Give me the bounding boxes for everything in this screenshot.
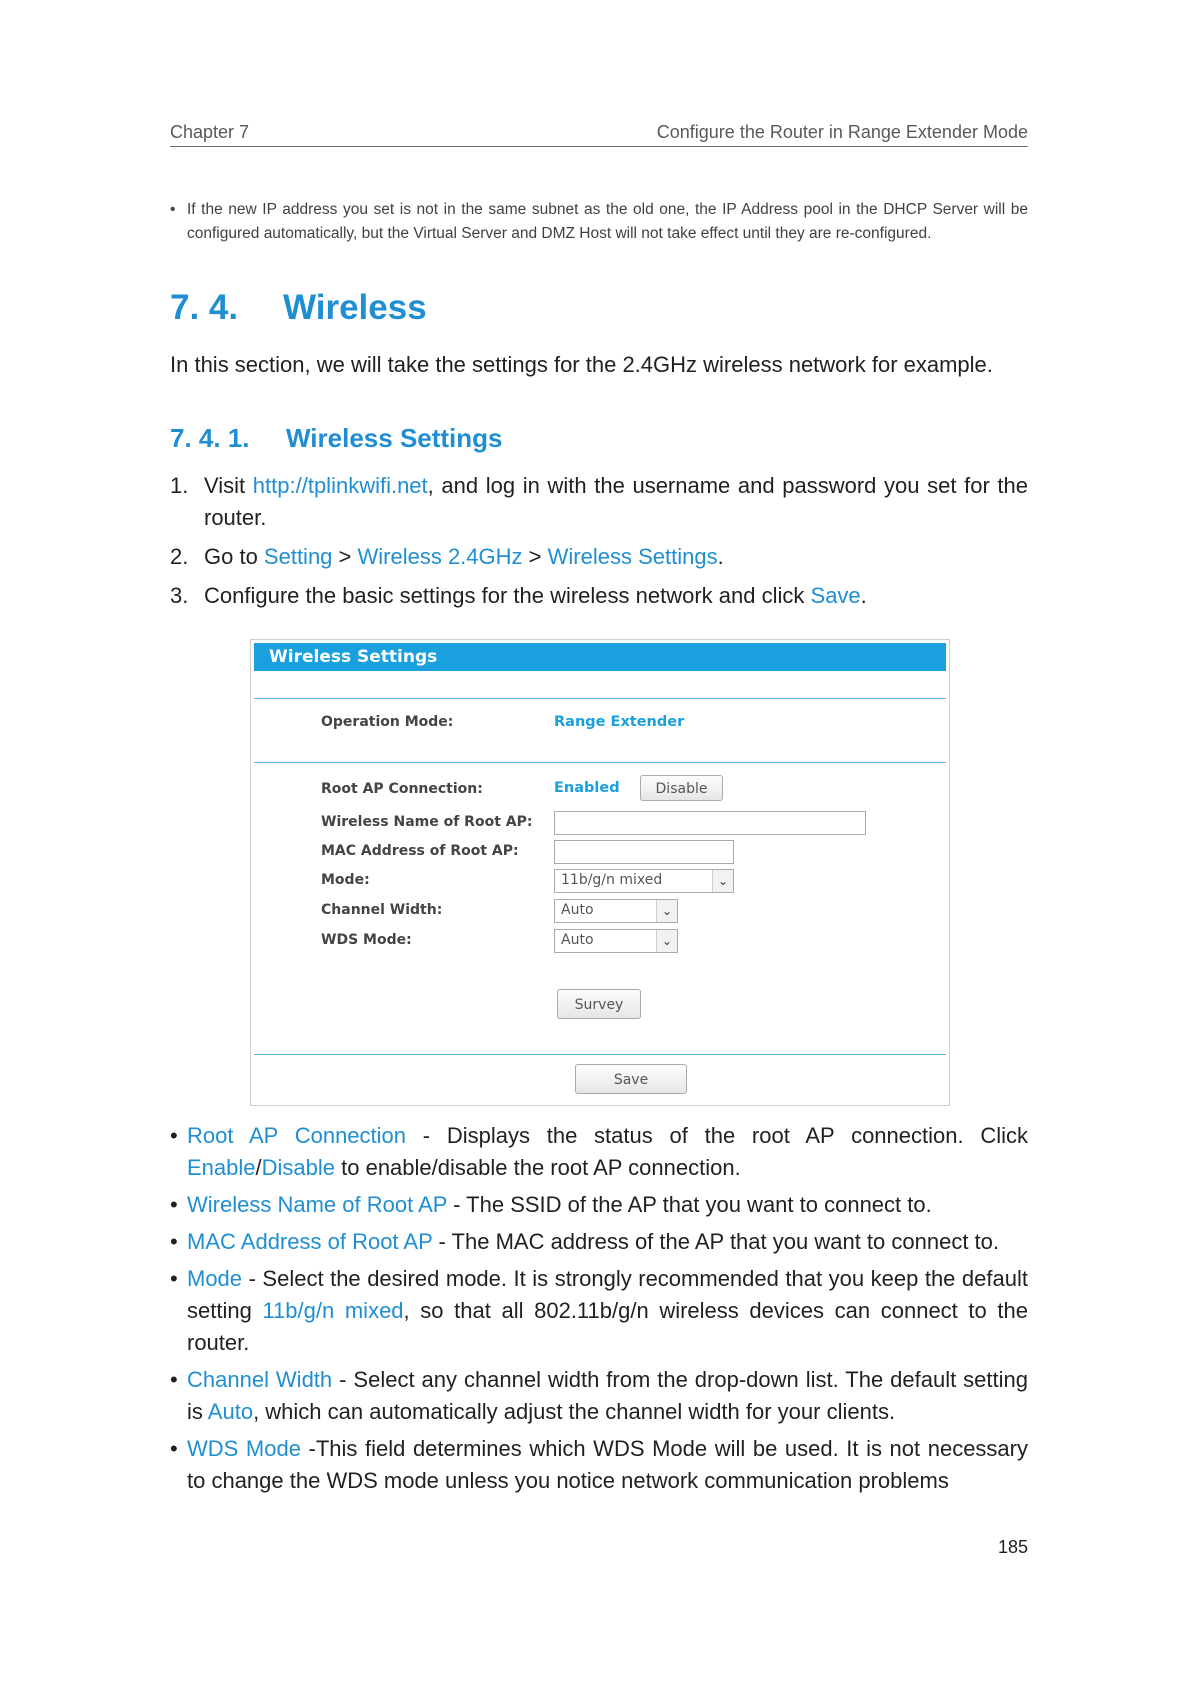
desc-text: - The MAC address of the AP that you want to connect to. [432,1229,1000,1254]
channel-width-select-value: Auto [561,902,594,918]
steps-list [170,470,1028,619]
wireless-24ghz-link[interactable]: Wireless 2.4GHz [357,544,523,569]
step-text: Configure the basic settings for the wireless network and click [204,583,811,608]
step-3 [170,580,1028,612]
wireless-name-input[interactable] [554,811,866,835]
mode-term: Mode [187,1266,243,1291]
wds-mode-select-value: Auto [561,932,594,948]
section-number: 7. 4. [170,288,239,327]
operation-mode-label: Operation Mode: [321,714,454,730]
disable-term: Disable [261,1155,336,1180]
bullet-dot: • [170,1123,178,1148]
bullet-dot: • [170,201,176,218]
panel-title: Wireless Settings [269,647,438,667]
list-item [170,1189,1028,1221]
list-item [170,1120,1028,1184]
bullet-dot: • [170,1436,178,1461]
wireless-name-term: Wireless Name of Root AP [187,1192,448,1217]
disable-button[interactable]: Disable [640,775,723,801]
channel-width-term: Channel Width [187,1367,333,1392]
step-text: . [717,544,724,569]
step-number: 3. [170,583,189,608]
setting-link[interactable]: Setting [263,544,333,569]
wireless-name-label: Wireless Name of Root AP: [321,814,533,830]
section-heading [170,288,427,328]
step-number: 1. [170,473,189,498]
chevron-down-icon: ⌄ [656,930,677,952]
survey-button[interactable]: Survey [557,989,641,1019]
save-link[interactable]: Save [810,583,861,608]
mode-label: Mode: [321,872,370,888]
path-separator: > [332,544,358,569]
field-descriptions [170,1120,1028,1502]
bullet-dot: • [170,1229,178,1254]
desc-text: - Select the desired mode. It is strongly recommended that you keep the default setting [187,1266,1028,1323]
channel-width-select[interactable] [554,899,678,923]
note-text: If the new IP address you set is not in the same subnet as the old one, the IP Address pool in the DHCP Server will be configured automatically, but the Virtual Server and DMZ Host will not take effect until they are re-configured. [187,201,1028,242]
mode-select[interactable] [554,869,734,893]
wireless-settings-link[interactable]: Wireless Settings [547,544,718,569]
desc-text: to enable/disable the root AP connection. [335,1155,741,1180]
enable-term: Enable [187,1155,256,1180]
root-ap-connection-term: Root AP Connection [187,1123,407,1148]
root-ap-connection-value: Enabled [554,780,620,796]
tplinkwifi-link[interactable]: http://tplinkwifi.net [252,473,428,498]
list-item [170,1433,1028,1497]
channel-width-label: Channel Width: [321,902,443,918]
panel-title-bar [254,643,946,671]
running-header [170,118,1028,147]
page-number: 185 [997,1537,1028,1557]
desc-text: , so that all 802.11b/g/n wireless devices can connect to the router. [187,1298,1028,1355]
subsection-heading [170,423,503,454]
bullet-dot: • [170,1192,178,1217]
note [170,198,1028,246]
chevron-down-icon: ⌄ [656,900,677,922]
step-text: , and log in with the username and password you set for the router. [204,473,1028,530]
step-1 [170,470,1028,534]
divider [254,1054,946,1055]
root-ap-connection-label: Root AP Connection: [321,781,483,797]
step-2 [170,541,1028,573]
list-item [170,1226,1028,1258]
section-title: Wireless [283,288,427,327]
chapter-title: Configure the Router in Range Extender Mode [656,122,1028,142]
path-separator: > [522,544,548,569]
wds-mode-label: WDS Mode: [321,932,412,948]
auto-term: Auto [207,1399,254,1424]
desc-text: - The SSID of the AP that you want to connect to. [447,1192,932,1217]
subsection-title: Wireless Settings [286,423,503,453]
desc-text: , which can automatically adjust the channel width for your clients. [253,1399,896,1424]
chevron-down-icon: ⌄ [712,870,733,892]
wds-mode-select[interactable] [554,929,678,953]
operation-mode-value: Range Extender [554,714,685,730]
list-item [170,1364,1028,1428]
step-text: . [860,583,867,608]
wireless-settings-screenshot [250,639,950,1106]
save-button[interactable]: Save [575,1064,687,1094]
section-intro: In this section, we will take the settings for the 2.4GHz wireless network for example. [170,352,993,377]
bullet-dot: • [170,1266,178,1291]
mac-address-label: MAC Address of Root AP: [321,843,519,859]
mode-select-value: 11b/g/n mixed [561,872,663,888]
desc-text: - Displays the status of the root AP connection. Click [406,1123,1029,1148]
mode-default-term: 11b/g/n mixed [262,1298,404,1323]
chapter-label: Chapter 7 [170,122,250,142]
divider [254,698,946,699]
desc-text: - Select any channel width from the drop-down list. The default setting is [187,1367,1028,1424]
step-text: Visit [204,473,253,498]
mac-address-term: MAC Address of Root AP [187,1229,433,1254]
desc-text: -This field determines which WDS Mode will be used. It is not necessary to change the WDS mode unless you notice network communication problems [187,1436,1028,1493]
step-text: Go to [204,544,264,569]
divider [254,762,946,763]
subsection-number: 7. 4. 1. [170,423,250,453]
desc-text: / [255,1155,262,1180]
bullet-dot: • [170,1367,178,1392]
wds-mode-term: WDS Mode [187,1436,301,1461]
list-item [170,1263,1028,1359]
mac-address-input[interactable] [554,840,734,864]
step-number: 2. [170,544,189,569]
